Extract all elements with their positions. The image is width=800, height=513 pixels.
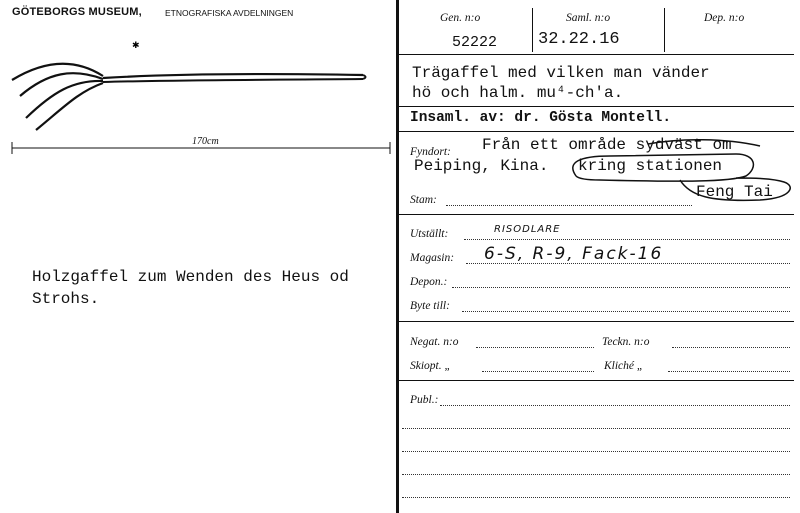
section-rule	[399, 131, 794, 132]
department-name: ETNOGRAFISKA AVDELNINGEN	[165, 8, 294, 18]
fyndort-line-2a: Peiping, Kina.	[414, 157, 549, 175]
teckn-label: Teckn. n:o	[602, 336, 650, 348]
gen-number-label: Gen. n:o	[440, 12, 481, 24]
fyndort-line-3: Feng Tai	[696, 183, 773, 201]
handwritten-circle	[560, 134, 800, 206]
stam-label: Stam:	[410, 194, 437, 206]
section-rule	[399, 106, 794, 107]
kliche-label: Kliché „	[604, 360, 644, 372]
magasin-value: 6-S, R-9, Fack-16	[484, 244, 664, 264]
publ-line	[440, 405, 790, 406]
fyndort-line-1: Från ett område sydväst om	[482, 136, 732, 154]
negat-label: Negat. n:o	[410, 336, 459, 348]
depon-line	[452, 287, 790, 288]
kliche-line	[668, 371, 790, 372]
section-rule	[399, 214, 794, 215]
saml-number-value: 32.22.16	[538, 30, 620, 49]
section-rule	[399, 380, 794, 381]
measure-label: 170cm	[192, 136, 219, 147]
publ-line	[402, 497, 790, 498]
german-description: Holzgaffel zum Wenden des Heus od Strohs.	[32, 268, 349, 308]
box-divider	[532, 8, 533, 52]
fyndort-label: Fyndort:	[410, 146, 451, 158]
teckn-line	[672, 347, 790, 348]
magasin-label: Magasin:	[410, 252, 455, 264]
byte-label: Byte till:	[410, 300, 450, 312]
depon-label: Depon.:	[410, 276, 448, 288]
skiopt-label: Skiopt. „	[410, 360, 451, 372]
skiopt-line	[482, 371, 594, 372]
negat-line	[476, 347, 594, 348]
museum-name: GÖTEBORGS MUSEUM,	[12, 6, 142, 18]
svg-text:✱: ✱	[132, 41, 140, 51]
stam-line	[446, 205, 692, 206]
byte-line	[462, 311, 790, 312]
section-rule	[399, 54, 794, 55]
saml-number-label: Saml. n:o	[566, 12, 611, 24]
gen-number-value: 52222	[452, 34, 498, 51]
section-rule	[399, 321, 794, 322]
publ-label: Publ.:	[410, 394, 439, 406]
dep-number-label: Dep. n:o	[704, 12, 745, 24]
collector: Insaml. av: dr. Gösta Montell.	[410, 110, 672, 126]
utstallt-label: Utställt:	[410, 228, 449, 240]
publ-line	[402, 451, 790, 452]
box-divider	[664, 8, 665, 52]
utstallt-line	[464, 239, 790, 240]
publ-line	[402, 474, 790, 475]
fyndort-line-2b: kring stationen	[578, 157, 723, 175]
card-divider	[396, 0, 399, 513]
title-line-2: hö och halm. mu⁴-ch'a.	[412, 84, 624, 102]
utstallt-value: RISODLARE	[494, 224, 561, 235]
publ-line	[402, 428, 790, 429]
title-line-1: Trägaffel med vilken man vänder	[412, 64, 710, 82]
